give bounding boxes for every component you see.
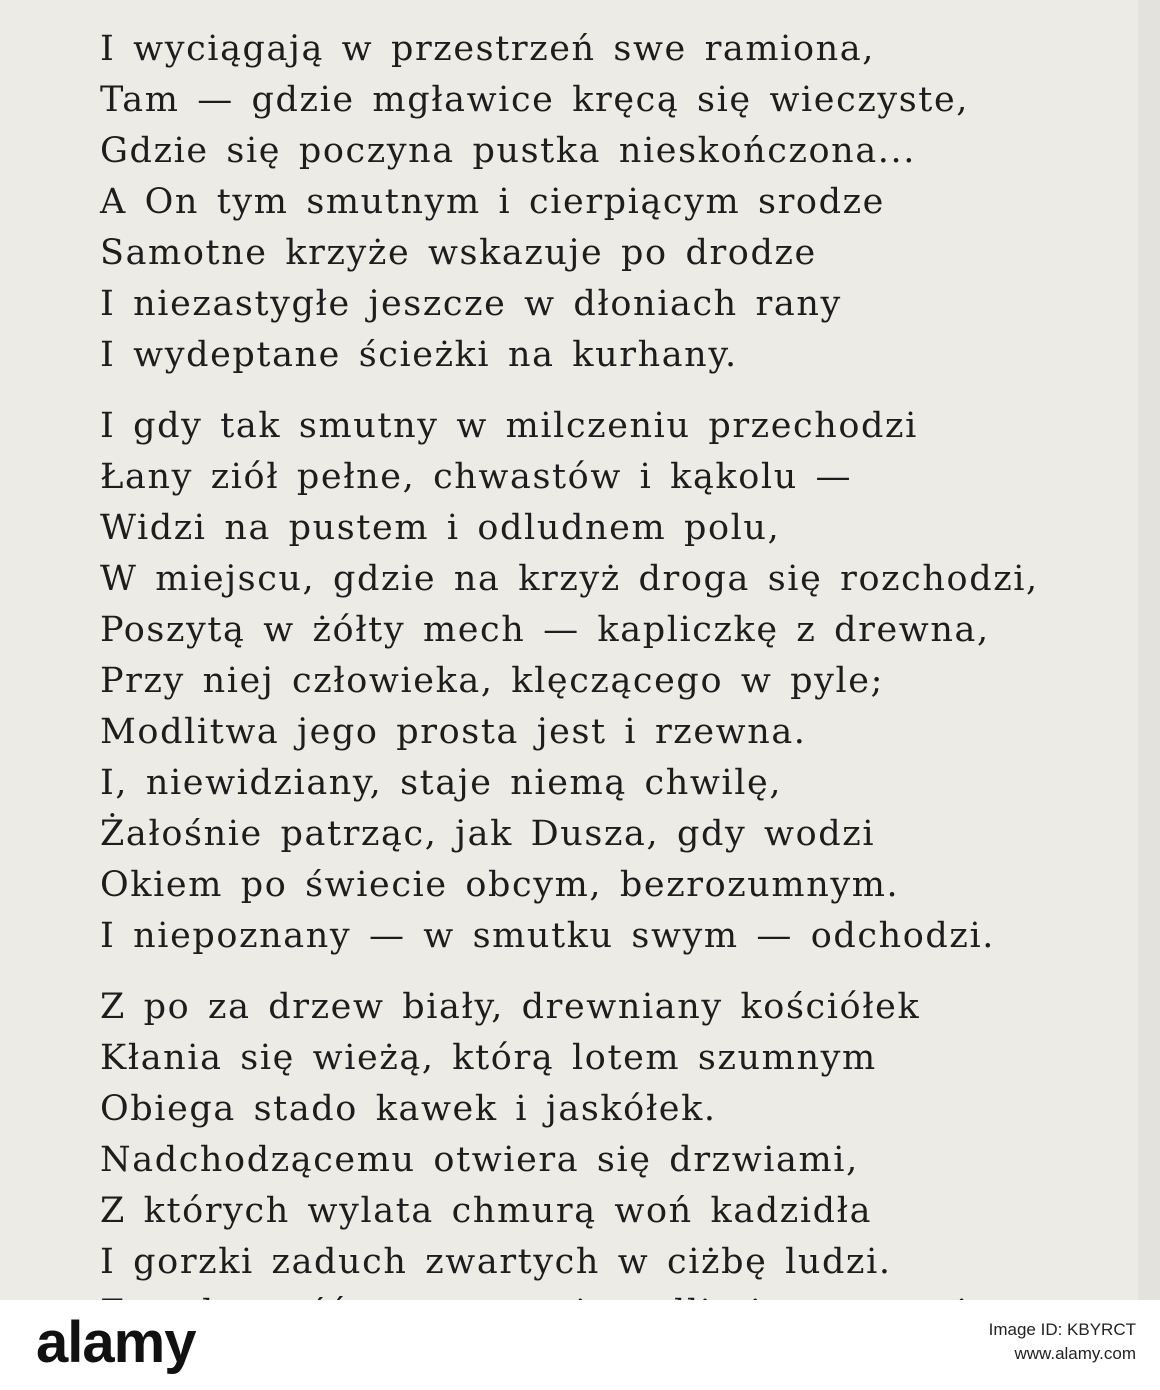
image-info <box>989 1318 1136 1366</box>
poem-line: I niezastygłe jeszcze w dłoniach rany <box>100 284 842 324</box>
poem-line: Modlitwa jego prosta jest i rzewna. <box>100 712 807 752</box>
poem-line: W miejscu, gdzie na krzyż droga się rozchodzi, <box>100 559 1039 599</box>
poem-line: Obiega stado kawek i jaskółek. <box>100 1089 717 1129</box>
stock-footer <box>0 1300 1160 1390</box>
poem-line: Gdzie się poczyna pustka nieskończona... <box>100 131 916 171</box>
stanza-2 <box>100 401 1140 962</box>
site-url: www.alamy.com <box>1014 1344 1136 1363</box>
stanza-3 <box>100 982 1140 1339</box>
poem-text <box>100 24 1140 1359</box>
poem-line: Poszytą w żółty mech — kapliczkę z drewna, <box>100 610 990 650</box>
poem-line: Widzi na pustem i odludnem polu, <box>100 508 781 548</box>
poem-line: Tam — gdzie mgławice kręcą się wieczyste, <box>100 80 970 120</box>
stanza-1 <box>100 24 1140 381</box>
poem-line: A On tym smutnym i cierpiącym srodze <box>100 182 885 222</box>
poem-line: Żałośnie patrząc, jak Dusza, gdy wodzi <box>100 814 876 854</box>
poem-line: Przy niej człowieka, klęczącego w pyle; <box>100 661 884 701</box>
poem-line: I gdy tak smutny w milczeniu przechodzi <box>100 406 918 446</box>
poem-line: Kłania się wieżą, którą lotem szumnym <box>100 1038 877 1078</box>
poem-line: I gorzki zaduch zwartych w ciżbę ludzi. <box>100 1242 892 1282</box>
poem-line: Łany ziół pełne, chwastów i kąkolu — <box>100 457 853 497</box>
image-id-label: Image ID: KBYRCT <box>988 1320 1136 1339</box>
poem-line: Samotne krzyże wskazuje po drodze <box>100 233 817 273</box>
poem-line: I wyciągają w przestrzeń swe ramiona, <box>100 29 875 69</box>
brand-logo: alamy <box>36 1310 196 1375</box>
poem-line: I niepoznany — w smutku swym — odchodzi. <box>100 916 995 956</box>
poem-line: I wydeptane ścieżki na kurhany. <box>100 335 738 375</box>
poem-line: I, niewidziany, staje niemą chwilę, <box>100 763 783 803</box>
poem-line: Z po za drzew biały, drewniany kościółek <box>100 987 921 1027</box>
poem-line: Nadchodzącemu otwiera się drzwiami, <box>100 1140 859 1180</box>
page-edge-shadow <box>1138 0 1160 1300</box>
poem-line: Z których wylata chmurą woń kadzidła <box>100 1191 873 1231</box>
poem-line: Okiem po świecie obcym, bezrozumnym. <box>100 865 900 905</box>
